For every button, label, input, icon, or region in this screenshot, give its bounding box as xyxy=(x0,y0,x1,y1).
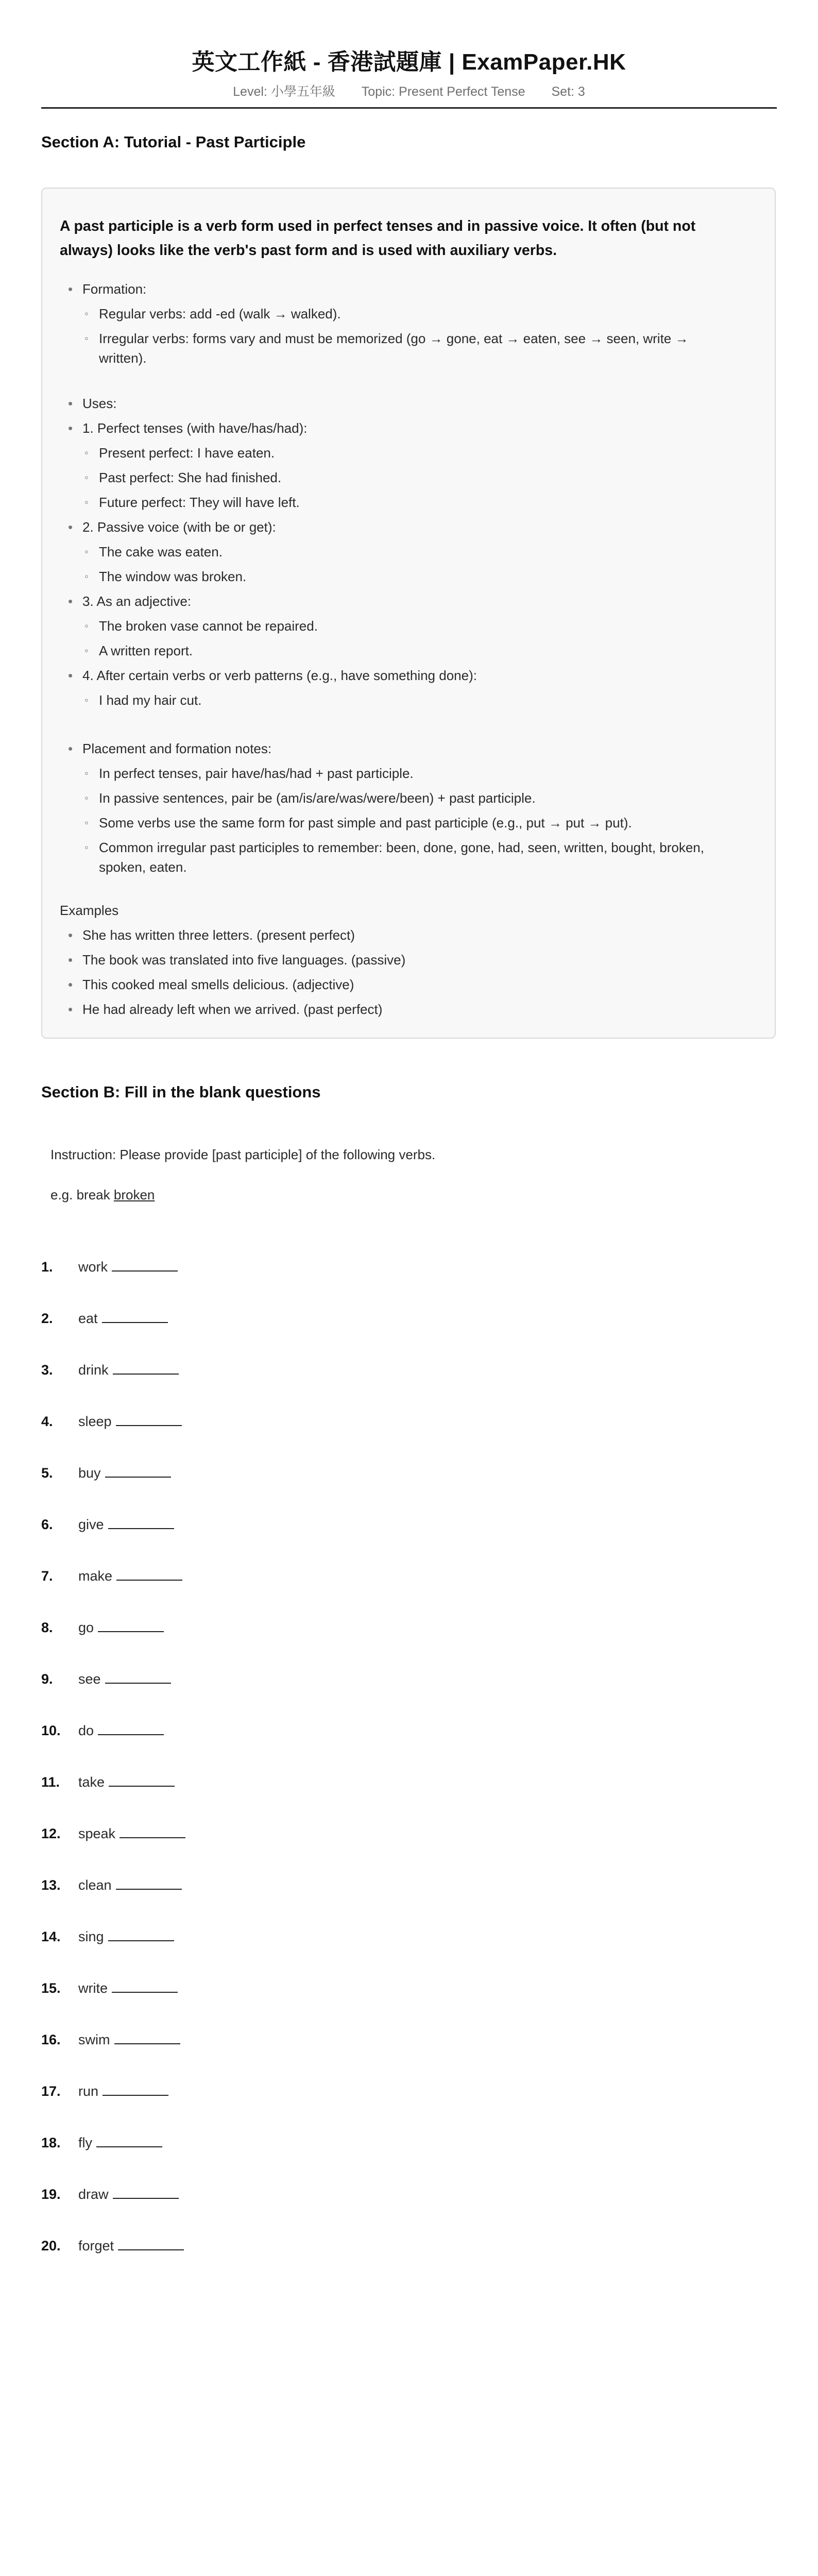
use-label: • 3. As an adjective: xyxy=(82,591,191,611)
question-number: 16. xyxy=(41,2032,61,2047)
answer-blank[interactable] xyxy=(120,1826,185,1838)
level-label: Level: 小學五年級 xyxy=(233,84,335,99)
answer-blank[interactable] xyxy=(96,2135,162,2147)
example-answer: broken xyxy=(113,1187,155,1202)
question-verb: fly xyxy=(78,2135,92,2150)
question-number: 3. xyxy=(41,1362,53,1378)
question-verb: make xyxy=(78,1568,113,1584)
topic-label: Topic: Present Perfect Tense xyxy=(361,84,525,99)
question-number: 9. xyxy=(41,1671,53,1687)
question-number: 2. xyxy=(41,1311,53,1326)
answer-blank[interactable] xyxy=(108,1929,174,1941)
question-verb: take xyxy=(78,1774,105,1790)
use-label: • 2. Passive voice (with be or get): xyxy=(82,517,276,537)
question-verb: drink xyxy=(78,1362,109,1378)
question-verb: see xyxy=(78,1671,101,1687)
note-item: ◦ In perfect tenses, pair have/has/had + past participle. xyxy=(99,764,414,783)
examples-title: Examples xyxy=(60,903,119,918)
answer-blank[interactable] xyxy=(109,1774,175,1787)
example-prefix: e.g. break xyxy=(50,1187,110,1202)
question-verb: do xyxy=(78,1723,94,1738)
use-example: ◦ The cake was eaten. xyxy=(99,542,223,562)
section-b-heading: Section B: Fill in the blank questions xyxy=(41,1083,321,1101)
answer-blank[interactable] xyxy=(116,1877,182,1890)
tutorial-intro: A past participle is a verb form used in perfect tenses and in passive voice. It often (but not always) looks like the verb's past form and is used with auxiliary verbs. xyxy=(60,218,696,259)
question-number: 14. xyxy=(41,1929,61,1944)
question-verb: draw xyxy=(78,2187,109,2202)
header-divider xyxy=(41,107,777,109)
worksheet-meta xyxy=(0,81,818,100)
answer-blank[interactable] xyxy=(105,1465,171,1478)
question-verb: go xyxy=(78,1620,94,1635)
instruction-text: Instruction: Please provide [past participle] of the following verbs. xyxy=(50,1147,436,1162)
formation-label: • Formation: xyxy=(82,279,146,299)
question-number: 12. xyxy=(41,1826,61,1841)
example-line xyxy=(50,1187,155,1203)
use-example: ◦ The broken vase cannot be repaired. xyxy=(99,616,318,636)
question-number: 19. xyxy=(41,2187,61,2202)
question-verb: forget xyxy=(78,2238,114,2253)
note-item: ◦ Some verbs use the same form for past simple and past participle (e.g., put → put → put). xyxy=(99,813,632,833)
question-number: 7. xyxy=(41,1568,53,1584)
answer-blank[interactable] xyxy=(98,1723,164,1735)
use-label: • 1. Perfect tenses (with have/has/had): xyxy=(82,418,307,438)
question-number: 6. xyxy=(41,1517,53,1532)
question-number: 1. xyxy=(41,1259,53,1275)
question-number: 20. xyxy=(41,2238,61,2253)
answer-blank[interactable] xyxy=(112,1980,178,1993)
question-verb: work xyxy=(78,1259,108,1275)
question-verb: speak xyxy=(78,1826,116,1841)
question-number: 15. xyxy=(41,1980,61,1996)
question-number: 5. xyxy=(41,1465,53,1481)
note-item: ◦ Common irregular past participles to remember: been, done, gone, had, seen, written, bought, broken, spoken, eaten. xyxy=(99,838,743,877)
question-verb: buy xyxy=(78,1465,101,1481)
answer-blank[interactable] xyxy=(105,1671,171,1684)
use-example: ◦ A written report. xyxy=(99,641,193,660)
answer-blank[interactable] xyxy=(116,1414,182,1426)
question-verb: run xyxy=(78,2083,99,2099)
use-example: ◦ I had my hair cut. xyxy=(99,690,201,710)
use-label: • 4. After certain verbs or verb patterns (e.g., have something done): xyxy=(82,666,477,685)
answer-blank[interactable] xyxy=(108,1517,174,1529)
question-number: 17. xyxy=(41,2083,61,2099)
example-item: • This cooked meal smells delicious. (adjective) xyxy=(82,975,354,994)
question-number: 11. xyxy=(41,1774,60,1790)
example-item: • The book was translated into five languages. (passive) xyxy=(82,950,405,970)
answer-blank[interactable] xyxy=(113,1362,179,1375)
question-number: 13. xyxy=(41,1877,61,1893)
page-title: 英文工作紙 - 香港試題庫 | ExamPaper.HK xyxy=(192,49,626,75)
use-example: ◦ The window was broken. xyxy=(99,567,246,586)
formation-item: ◦ Regular verbs: add -ed (walk → walked). xyxy=(99,304,341,324)
question-number: 8. xyxy=(41,1620,53,1635)
notes-label: • Placement and formation notes: xyxy=(82,739,271,758)
answer-blank[interactable] xyxy=(98,1620,164,1632)
formation-item: ◦ Irregular verbs: forms vary and must be memorized (go → gone, eat → eaten, see → seen, write → written). xyxy=(99,329,738,368)
section-a-heading: Section A: Tutorial - Past Participle xyxy=(41,133,306,151)
use-example: ◦ Future perfect: They will have left. xyxy=(99,493,300,512)
answer-blank[interactable] xyxy=(102,1311,168,1323)
answer-blank[interactable] xyxy=(116,1568,182,1581)
note-item: ◦ In passive sentences, pair be (am/is/are/was/were/been) + past participle. xyxy=(99,788,536,808)
question-verb: swim xyxy=(78,2032,110,2047)
question-number: 10. xyxy=(41,1723,61,1738)
set-label: Set: 3 xyxy=(551,84,585,99)
tutorial-box xyxy=(41,188,776,1039)
answer-blank[interactable] xyxy=(103,2083,168,2096)
answer-blank[interactable] xyxy=(118,2238,184,2250)
example-item: • He had already left when we arrived. (past perfect) xyxy=(82,999,382,1019)
answer-blank[interactable] xyxy=(112,1259,178,1272)
use-example: ◦ Past perfect: She had finished. xyxy=(99,468,281,487)
example-item: • She has written three letters. (present perfect) xyxy=(82,925,355,945)
question-verb: sleep xyxy=(78,1414,112,1429)
question-verb: eat xyxy=(78,1311,98,1326)
question-verb: sing xyxy=(78,1929,104,1944)
question-verb: give xyxy=(78,1517,104,1532)
answer-blank[interactable] xyxy=(113,2187,179,2199)
uses-label: • Uses: xyxy=(82,394,116,413)
question-number: 18. xyxy=(41,2135,61,2150)
question-verb: write xyxy=(78,1980,108,1996)
use-example: ◦ Present perfect: I have eaten. xyxy=(99,443,275,463)
question-verb: clean xyxy=(78,1877,112,1893)
answer-blank[interactable] xyxy=(114,2032,180,2044)
question-number: 4. xyxy=(41,1414,53,1429)
